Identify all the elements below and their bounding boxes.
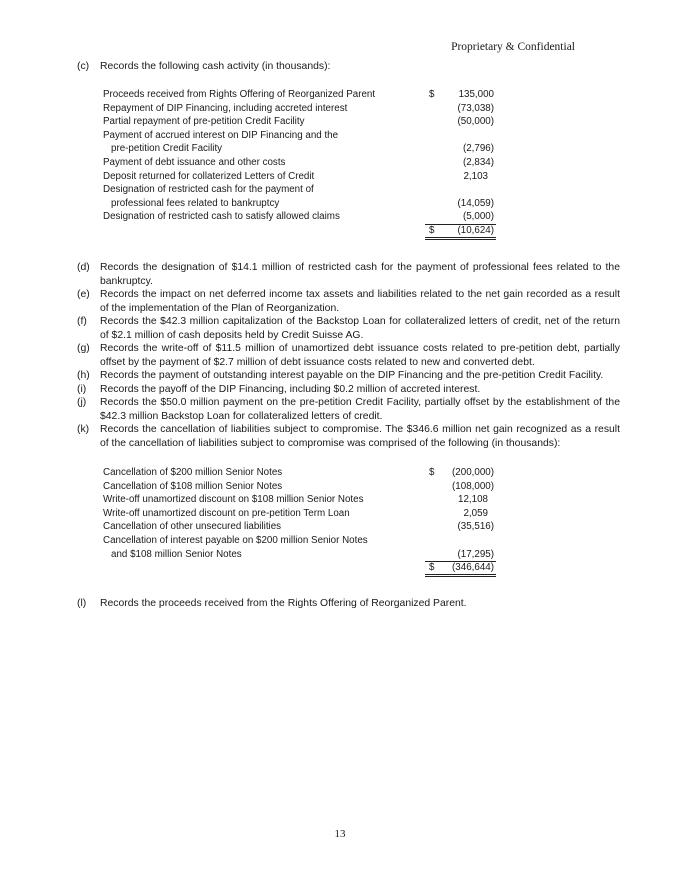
currency-symbol: $ [429,562,435,574]
row-description: Cancellation of $108 million Senior Notes [103,480,283,492]
table-row [103,548,498,562]
item-text: Records the payoff of the DIP Financing, including $0.2 million of accreted interest. [100,384,481,395]
item-label: (h) [77,370,90,381]
row-description: Designation of restricted cash to satisfy allowed claims [103,211,340,223]
row-value: (108,000) [452,480,494,492]
row-description: Payment of accrued interest on DIP Financing and the [103,129,339,141]
table-row [103,493,498,507]
item-g [77,342,620,369]
item-text: Records the designation of $14.1 million of restricted cash for the payment of professional fees related to the bankruptcy. [100,262,620,287]
item-label: (k) [77,424,90,435]
table-row [103,102,498,116]
item-label: (l) [77,598,87,609]
table-row [103,129,498,143]
item-text: Records the impact on net deferred income tax assets and liabilities related to the net gain recorded as a result of the implementation of the Plan of Reorganization. [100,289,620,314]
row-description: Deposit returned for collaterized Letters of Credit [103,170,315,182]
item-f [77,315,620,342]
table-row [103,170,498,184]
table-row [103,197,498,211]
table-row [103,480,498,494]
item-label: (j) [77,397,87,408]
row-value: (200,000) [452,467,494,478]
row-description: Cancellation of interest payable on $200 million Senior Notes [103,534,368,546]
row-description: Write-off unamortized discount on pre-petition Term Loan [103,507,350,519]
row-description: and $108 million Senior Notes [111,548,242,560]
row-value: 135,000 [458,89,494,100]
item-j [77,396,620,423]
total-value: (346,644) [452,562,494,574]
item-label: (g) [77,343,90,354]
currency-symbol: $ [429,224,435,236]
row-value: (2,834) [462,156,494,168]
table-total-row [103,224,498,238]
row-description: professional fees related to bankruptcy [111,197,280,209]
row-description: Proceeds received from Rights Offering of Reorganized Parent [103,89,376,100]
row-description: Designation of restricted cash for the payment of [103,184,314,196]
item-i [77,383,620,397]
item-label: (d) [77,262,90,273]
item-text: Records the following cash activity (in thousands): [100,61,331,72]
page-number: 13 [334,828,346,840]
currency-symbol: $ [429,89,435,100]
table-row [103,534,498,548]
row-value: (5,000) [462,211,494,223]
item-label: (e) [77,289,90,300]
item-e [77,288,620,315]
row-description: Write-off unamortized discount on $108 million Senior Notes [103,494,364,506]
item-l [77,597,620,611]
item-text: Records the payment of outstanding interest payable on the DIP Financing and the pre-petition Credit Facility. [100,370,604,381]
table-row [103,183,498,197]
table-row [103,507,498,521]
table-row [103,466,498,480]
cash-activity-table [103,88,498,238]
item-text: Records the $42.3 million capitalization of the Backstop Loan for collateralized letters of credit, net of the return of $2.1 million of cash deposits held by Credit Suisse AG. [100,316,620,341]
row-value: (2,796) [462,143,494,155]
page-header: Proprietary & Confidential [451,41,575,53]
row-value: (50,000) [457,116,494,128]
table-row [103,156,498,170]
item-text: Records the write-off of $11.5 million of unamortized debt issuance costs related to pre-petition debt, partially offset by the payment of $2.7 million of debt issuance costs related to new and converted debt. [100,343,620,368]
item-k [77,423,620,450]
total-value: (10,624) [457,224,494,236]
table-row [103,88,498,102]
item-text: Records the proceeds received from the Rights Offering of Reorganized Parent. [100,598,467,609]
item-text: Records the cancellation of liabilities subject to compromise. The $346.6 million net gain recognized as a result of the cancellation of liabilities subject to compromise was comprised of the following (in thousands): [100,424,620,449]
row-description: pre-petition Credit Facility [111,143,223,155]
row-value: (73,038) [457,102,494,114]
item-d [77,261,620,288]
table-row [103,520,498,534]
row-description: Partial repayment of pre-petition Credit Facility [103,116,305,128]
item-text: Records the $50.0 million payment on the pre-petition Credit Facility, partially offset by the establishment of the $42.3 million Backstop Loan for collateralized letters of credit. [100,397,620,422]
row-value: 2,059 [463,507,488,519]
row-description: Repayment of DIP Financing, including accreted interest [103,102,348,114]
table-row [103,115,498,129]
item-h [77,369,620,383]
row-description: Payment of debt issuance and other costs [103,156,286,168]
liabilities-cancellation-table [103,466,498,575]
currency-symbol: $ [429,467,435,478]
table-row [103,142,498,156]
row-description: Cancellation of $200 million Senior Notes [103,467,283,478]
item-label: (c) [77,61,90,72]
row-description: Cancellation of other unsecured liabilities [103,521,282,533]
row-value: 12,108 [458,494,488,506]
item-label: (i) [77,384,87,395]
item-c [77,60,620,74]
item-label: (f) [77,316,87,327]
row-value: (17,295) [457,548,494,560]
row-value: (35,516) [457,521,494,533]
table-row [103,210,498,224]
row-value: (14,059) [457,197,494,209]
row-value: 2,103 [463,170,488,182]
table-total-row [103,561,498,575]
